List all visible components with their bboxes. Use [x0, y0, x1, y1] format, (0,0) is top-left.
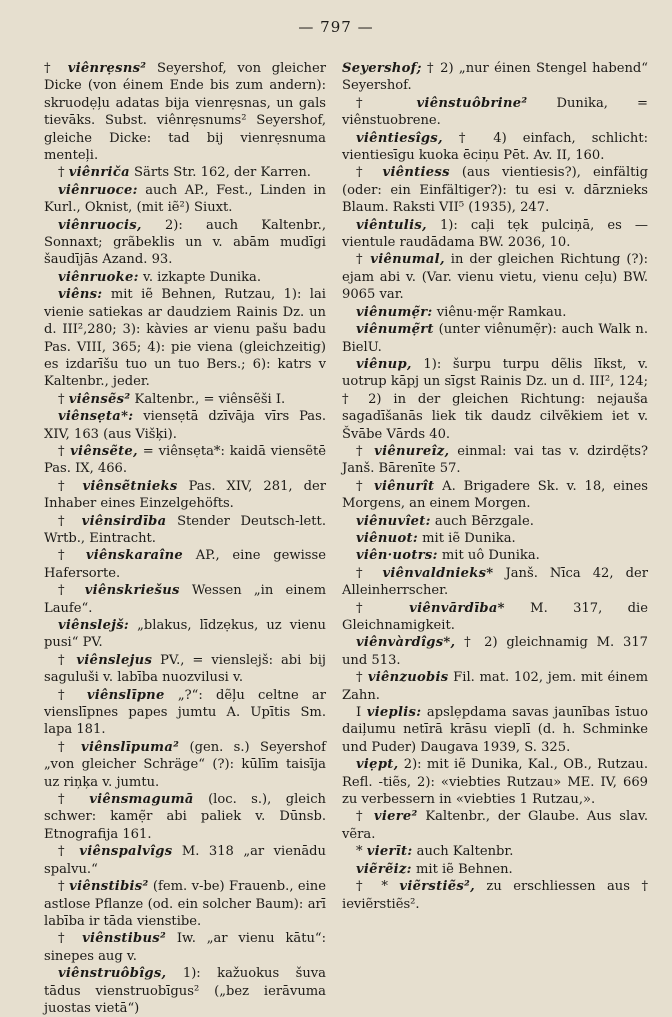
- dictionary-entry: † viêntiess (aus vientiesis?), einfältig (oder: ein Einfältiger?): tu esi v. dārznieks Blaum. Raksti VII⁵ (1935), 247.: [342, 165, 648, 216]
- dictionary-entry: † viênstuôbrine² Dunika, = viênstuobrene.: [342, 95, 648, 129]
- dictionary-entry: † viênvaldnieks* Janš. Nīca 42, der Alleinherrscher.: [342, 565, 648, 599]
- dictionary-entry: viênstruôbîgs, 1): kažuokus šuva tādus vienstruobīgus² („bez ierāvuma juostas vietā“): [44, 966, 326, 1016]
- dictionary-entry: viênup, 1): šurpu turpu dẽlis līkst, v. uotrup kāpj un sīgst Rainis Dz. un d. III², 124; † 2) in der gleichen Richtung: nejauša sagadīšanās liek tik daudz cilvẽkiem iet v. Švābe Vārds 40.: [342, 356, 648, 442]
- dictionary-entry: † viênsẽtnieks Pas. XIV, 281, der Inhaber eines Einzelgehöfts.: [44, 478, 326, 512]
- dictionary-entry: † viênsirdība Stender Deutsch-lett. Wrtb., Eintracht.: [44, 513, 326, 546]
- dictionary-entry: † viênsẽte, = viênsẹta*: kaidā viensẽtē Pas. IX, 466.: [44, 443, 326, 477]
- dictionary-entry: Seyershof; † 2) „nur éinen Stengel habend“ Seyershof.: [342, 61, 648, 94]
- right-column: [342, 60, 648, 994]
- dictionary-entry: † viênskaraîne AP., eine gewisse Hafersorte.: [44, 548, 326, 581]
- dictionary-entry: viêntiesîgs, † 4) einfach, schlicht: vientiesīgu kuoka ēciņu Pēt. Av. II, 160.: [342, 130, 648, 164]
- dictionary-entry: † viênskriešus Wessen „in einem Laufe“.: [44, 583, 326, 616]
- dictionary-entry: viênumẹ̃rt (unter viênumẹ̃r): auch Walk n. BielU.: [342, 322, 648, 355]
- dictionary-entry: I vieplis: apslẹpdama savas jaunības īstuo daiļumu netīrā krāsu vieplī (d. h. Schminke und Puder) Daugava 1939, S. 325.: [342, 705, 648, 755]
- dictionary-entry: viênumẹ̃r: viênu·mẹ̃r Ramkau.: [356, 304, 567, 320]
- dictionary-entry: viẹpt, 2): mit iẽ Dunika, Kal., OB., Rutzau. Refl. -tiẽs, 2): «viebties Rutzau» ME. IV, 669 zu verbessern in «viebties 1 Rutzau,».: [342, 757, 648, 808]
- dictionary-entry: † viere² Kaltenbr., der Glaube. Aus slav. vẽra.: [342, 809, 649, 842]
- dictionary-entry: † viênstibis² (fem. v-be) Frauenb., eine astlose Pflanze (od. ein solcher Baum): arī labība ir tāda vienstibe.: [44, 879, 326, 929]
- dictionary-entry: † viênrẹsns² Seyershof, von gleicher Dicke (von éinem Ende bis zum andern): skruodẹļu adatas bija vienrẹsnas, un gals tievāks. Subst. viênrẹsnums² Seyershof, gleiche Dicke: tad bij vienrẹsnuma menteļi.: [44, 61, 326, 164]
- dictionary-entry: viênvàrdîgs*, † 2) gleichnamig M. 317 und 513.: [342, 635, 648, 668]
- dictionary-entry: † viênriča Särts Str. 162, der Karren.: [58, 165, 311, 181]
- dictionary-entry: † viênureîz, einmal: vai tas v. dzirdẹ̃ts? Janš. Bārenīte 57.: [342, 443, 649, 477]
- dictionary-entry: viênsẹta*: viensẹtā dzīvāja vīrs Pas. XIV, 163 (aus Višķi).: [44, 409, 326, 442]
- dictionary-entry: viênuot: mit iẽ Dunika.: [356, 530, 516, 546]
- dictionary-entry: † viênstibus² Iw. „ar vienu kātu“: sinepes aug v.: [44, 931, 326, 964]
- dictionary-entry: viênslejš: „blakus, līdzẹkus, uz vienu pusi“ PV.: [44, 618, 326, 651]
- dictionary-entry: * vierīt: auch Kaltenbr.: [356, 844, 514, 860]
- dictionary-entry: † viênsẽs² Kaltenbr., = viênsẽši I.: [58, 391, 286, 407]
- dictionary-entry: viêns: mit iẽ Behnen, Rutzau, 1): lai vienie satiekas ar daudziem Rainis Dz. un d. III²,280; 3): kàvies ar vienu pašu badu Pas. VIII, 365; 4): pie viena (gleichzeitig) es izdarīšu tuo un tuo Bers.; 6): katrs v Kaltenbr., jeder.: [44, 287, 326, 390]
- dictionary-entry: viênruocis, 2): auch Kaltenbr., Sonnaxt; grãbeklis un v. abām mudīgi šaudījās Azand. 93.: [44, 217, 326, 268]
- dictionary-entry: † viênspalvîgs M. 318 „ar vienādu spalvu.“: [44, 844, 326, 877]
- dictionary-entry: viênruoke: v. izkapte Dunika.: [58, 269, 261, 285]
- dictionary-entry: † viênurît A. Brigadere Sk. v. 18, eines Morgens, an einem Morgen.: [342, 478, 648, 512]
- dictionary-entry: † viênslejus PV., = vienslejš: abi bij saguluši v. labība nuozvilusi v.: [44, 652, 326, 686]
- dictionary-entry: viênuvîet: auch Bērzgale.: [356, 513, 534, 529]
- dictionary-entry: viên·uotrs: mit uô Dunika.: [356, 548, 540, 564]
- dictionary-entry: † viênslīpuma² (gen. s.) Seyershof „von gleicher Schräge“ (?): kūlīm taisīja uz riņķa v. jumtu.: [44, 739, 326, 790]
- dictionary-entry: viênruoce: auch AP., Fest., Linden in Kurl., Oknist, (mit iẽ²) Siuxt.: [44, 182, 326, 216]
- page-number: — 797 —: [298, 18, 374, 36]
- left-column: [44, 60, 326, 1016]
- dictionary-entry: viêntulis, 1): caļi tẹk pulciņā, es — vientule raudādama BW. 2036, 10.: [342, 217, 648, 251]
- dictionary-entry: † viênsmagumā (loc. s.), gleich schwer: kamẹ̃r abi paliek v. Dūnsb. Etnografija 161.: [44, 792, 326, 842]
- dictionary-entry: viẽrẽiz: mit iẽ Behnen.: [356, 861, 513, 877]
- dictionary-entry: † viênvārdība* M. 317, die Gleichnamigkeit.: [342, 600, 648, 633]
- dictionary-entry: † viênslīpne „?“: dẽļu celtne ar vienslīpnes papes jumtu A. Upītis Sm. lapa 181.: [44, 687, 326, 738]
- dictionary-entry: † * viẽrstiẽs², zu erschliessen aus † ieviẽrstiẽs².: [342, 879, 648, 912]
- dictionary-entry: † viênumal, in der gleichen Richtung (?): ejam abi v. (Var. vienu vietu, vienu ceļu) BW. 9065 var.: [342, 252, 648, 303]
- dictionary-entry: † viênzuobis Fil. mat. 102, jem. mit éinem Zahn.: [342, 670, 648, 703]
